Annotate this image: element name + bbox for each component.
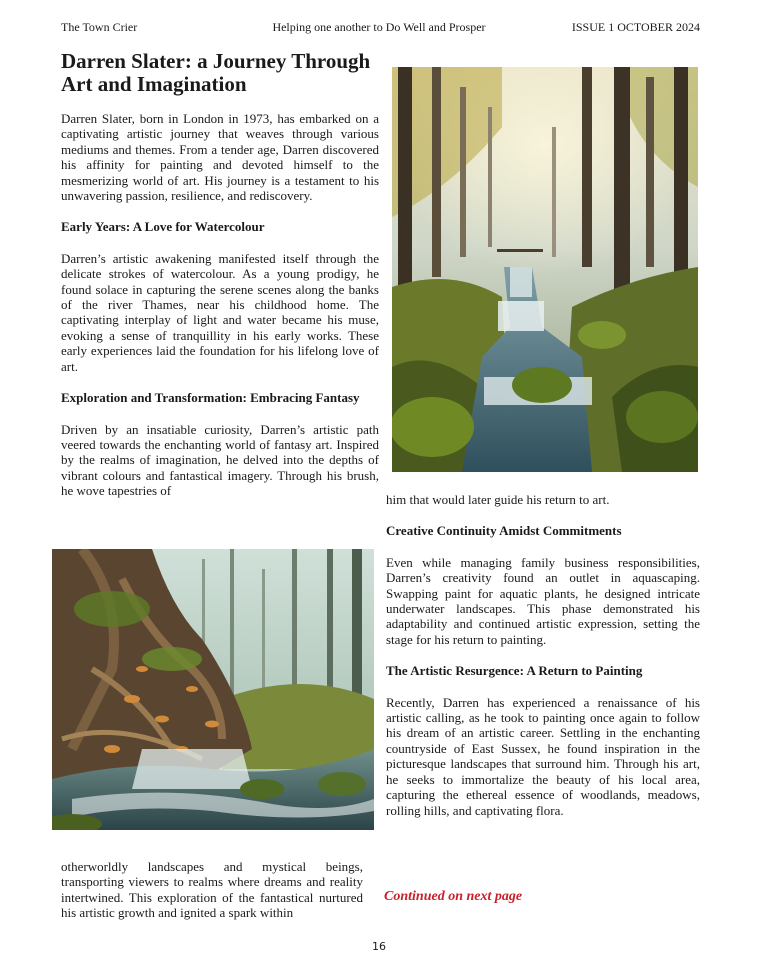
exploration-paragraph-part2: otherworldly landscapes and mystical beings, transporting viewers to realms where dreams and reality intertwined. This exploration of the fantastical nurtured his artistic growth and ignited a spark within bbox=[61, 859, 363, 921]
section-heading-artistic-resurgence: The Artistic Resurgence: A Return to Painting bbox=[386, 663, 643, 679]
left-column-bottom bbox=[61, 859, 363, 921]
exploration-paragraph-part3: him that would later guide his return to art. bbox=[386, 492, 610, 507]
creative-continuity-paragraph: Even while managing family business responsibilities, Darren’s creativity found an outlet in aquascaping. Swapping paint for aquatic plants, he designed intricate underwater landscapes. This phase demonstrated his adaptability and continued artistic expression, setting the stage for his return to painting. bbox=[386, 554, 700, 647]
section-heading-creative-continuity: Creative Continuity Amidst Commitments bbox=[386, 523, 622, 539]
fantasy-tree-waterfall-painting bbox=[52, 549, 374, 830]
early-years-paragraph: Darren’s artistic awakening manifested itself through the delicate strokes of watercolour. As a young prodigy, he found solace in capturing the serene scenes along the banks of the river Thames, near his childhood home. The captivating interplay of light and water became his muse, evoking a sense of tranquillity in his early works. These early experiences laid the foundation for his lifelong love of art. bbox=[61, 250, 379, 374]
page-number: 16 bbox=[372, 940, 386, 953]
right-column bbox=[386, 492, 700, 818]
continued-on-next-page: Continued on next page bbox=[384, 889, 523, 904]
section-heading-exploration: Exploration and Transformation: Embracing Fantasy bbox=[61, 390, 360, 406]
header-publication: The Town Crier bbox=[61, 20, 138, 34]
artistic-resurgence-paragraph: Recently, Darren has experienced a renaissance of his artistic calling, as he took to painting once again to follow his dream of an artistic career. Settling in the enchanting countryside of East Sussex, he found inspiration in the picturesque landscapes that surround him. Through his art, he seeks to immortalize the beauty of his local area, capturing the ethereal essence of woodlands, meadows, rolling hills, and captivating flora. bbox=[386, 694, 700, 818]
exploration-paragraph-part1: Driven by an insatiable curiosity, Darren’s artistic path veered towards the enchanting world of fantasy art. Inspired by the realms of imagination, he delved into the depths of vibrant colours and fantastical imagery. Through his brush, he wove tapestries of bbox=[61, 421, 379, 499]
article-title: Darren Slater: a Journey Through Art and Imagination bbox=[61, 49, 371, 96]
intro-paragraph: Darren Slater, born in London in 1973, has embarked on a captivating artistic journey that weaves through various mediums and themes. From a tender age, Darren discovered his affinity for painting and devoted himself to the mesmerizing world of art. His journey is a testament to his unwavering passion, resilience, and rediscovery. bbox=[61, 111, 379, 204]
left-column-top bbox=[61, 111, 379, 499]
section-heading-early-years: Early Years: A Love for Watercolour bbox=[61, 219, 265, 235]
header-tagline: Helping one another to Do Well and Prosper bbox=[272, 20, 486, 34]
forest-stream-painting bbox=[392, 67, 698, 472]
header-issue: ISSUE 1 OCTOBER 2024 bbox=[571, 20, 700, 34]
